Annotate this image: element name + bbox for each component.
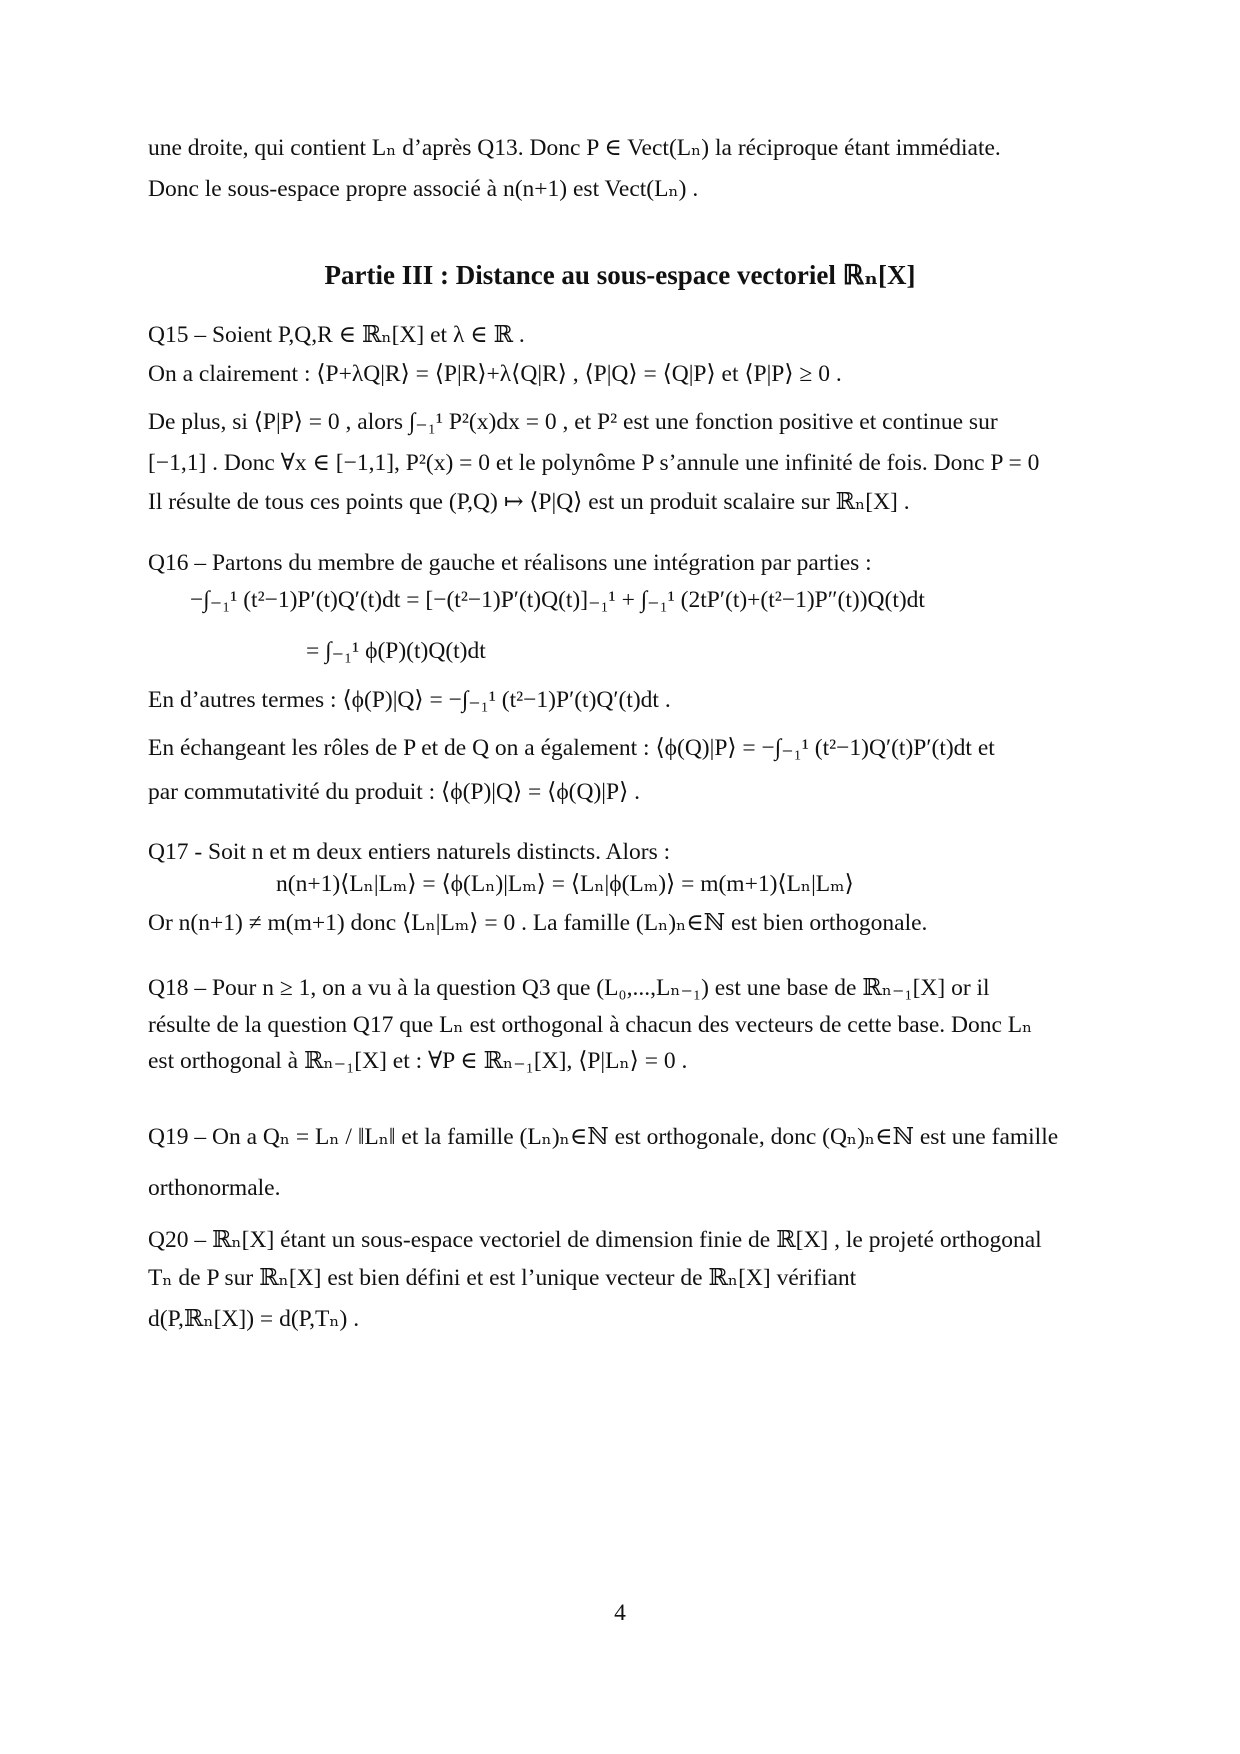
q15-line-4: [−1,1] . Donc ∀x ∈ [−1,1], P²(x) = 0 et le polynôme P s’annule une infinité de fois. Donc P = 0 [148, 450, 1040, 476]
q15-line-2: On a clairement : ⟨P+λQ|R⟩ = ⟨P|R⟩+λ⟨Q|R⟩ , ⟨P|Q⟩ = ⟨Q|P⟩ et ⟨P|P⟩ ≥ 0 . [148, 361, 842, 387]
q15-line-3: De plus, si ⟨P|P⟩ = 0 , alors ∫₋₁¹ P²(x)dx = 0 , et P² est une fonction positive et continue sur [148, 409, 998, 435]
q17-line-2: Or n(n+1) ≠ m(m+1) donc ⟨Lₙ|Lₘ⟩ = 0 . La famille (Lₙ)ₙ∈ℕ est bien orthogonale. [148, 910, 928, 936]
q20-line-2: Tₙ de P sur ℝₙ[X] est bien défini et est l’unique vecteur de ℝₙ[X] vérifiant [148, 1265, 857, 1291]
q16-line-1: Q16 – Partons du membre de gauche et réalisons une intégration par parties : [148, 550, 872, 576]
q16-line-2: En d’autres termes : ⟨ϕ(P)|Q⟩ = −∫₋₁¹ (t²−1)P′(t)Q′(t)dt . [148, 687, 671, 713]
q18-line-1: Q18 – Pour n ≥ 1, on a vu à la question Q3 que (L₀,...,Lₙ₋₁) est une base de ℝₙ₋₁[X] or il [148, 975, 990, 1001]
intro-line-1: une droite, qui contient Lₙ d’après Q13. Donc P ∈ Vect(Lₙ) la réciproque étant immédiate. [148, 135, 1001, 161]
section-title: Partie III : Distance au sous-espace vectoriel ℝₙ[X] [324, 260, 916, 290]
q20-line-1: Q20 – ℝₙ[X] étant un sous-espace vectoriel de dimension finie de ℝ[X] , le projeté orthogonal [148, 1227, 1042, 1253]
q16-equation-1: −∫₋₁¹ (t²−1)P′(t)Q′(t)dt = [−(t²−1)P′(t)Q(t)]₋₁¹ + ∫₋₁¹ (2tP′(t)+(t²−1)P″(t))Q(t)dt [190, 587, 925, 613]
q19-line-2: orthonormale. [148, 1175, 281, 1201]
page-number: 4 [614, 1600, 626, 1626]
q16-line-4: par commutativité du produit : ⟨ϕ(P)|Q⟩ = ⟨ϕ(Q)|P⟩ . [148, 779, 640, 805]
intro-line-2: Donc le sous-espace propre associé à n(n+1) est Vect(Lₙ) . [148, 176, 699, 202]
q19-line-1: Q19 – On a Qₙ = Lₙ / ‖Lₙ‖ et la famille (Lₙ)ₙ∈ℕ est orthogonale, donc (Qₙ)ₙ∈ℕ est une famille [148, 1124, 1059, 1150]
q17-equation: n(n+1)⟨Lₙ|Lₘ⟩ = ⟨ϕ(Lₙ)|Lₘ⟩ = ⟨Lₙ|ϕ(Lₘ)⟩ = m(m+1)⟨Lₙ|Lₘ⟩ [276, 871, 854, 897]
q18-line-3: est orthogonal à ℝₙ₋₁[X] et : ∀P ∈ ℝₙ₋₁[X], ⟨P|Lₙ⟩ = 0 . [148, 1048, 688, 1074]
q15-line-1: Q15 – Soient P,Q,R ∈ ℝₙ[X] et λ ∈ ℝ . [148, 322, 525, 348]
q15-line-5: Il résulte de tous ces points que (P,Q) ↦ ⟨P|Q⟩ est un produit scalaire sur ℝₙ[X] . [148, 489, 910, 515]
q16-line-3: En échangeant les rôles de P et de Q on a également : ⟨ϕ(Q)|P⟩ = −∫₋₁¹ (t²−1)Q′(t)P′(t)dt et [148, 735, 995, 761]
q17-line-1: Q17 - Soit n et m deux entiers naturels distincts. Alors : [148, 839, 671, 865]
q16-equation-2: = ∫₋₁¹ ϕ(P)(t)Q(t)dt [306, 638, 486, 664]
q20-line-3: d(P,ℝₙ[X]) = d(P,Tₙ) . [148, 1306, 360, 1332]
q18-line-2: résulte de la question Q17 que Lₙ est orthogonal à chacun des vecteurs de cette base. Donc Lₙ [148, 1012, 1033, 1038]
